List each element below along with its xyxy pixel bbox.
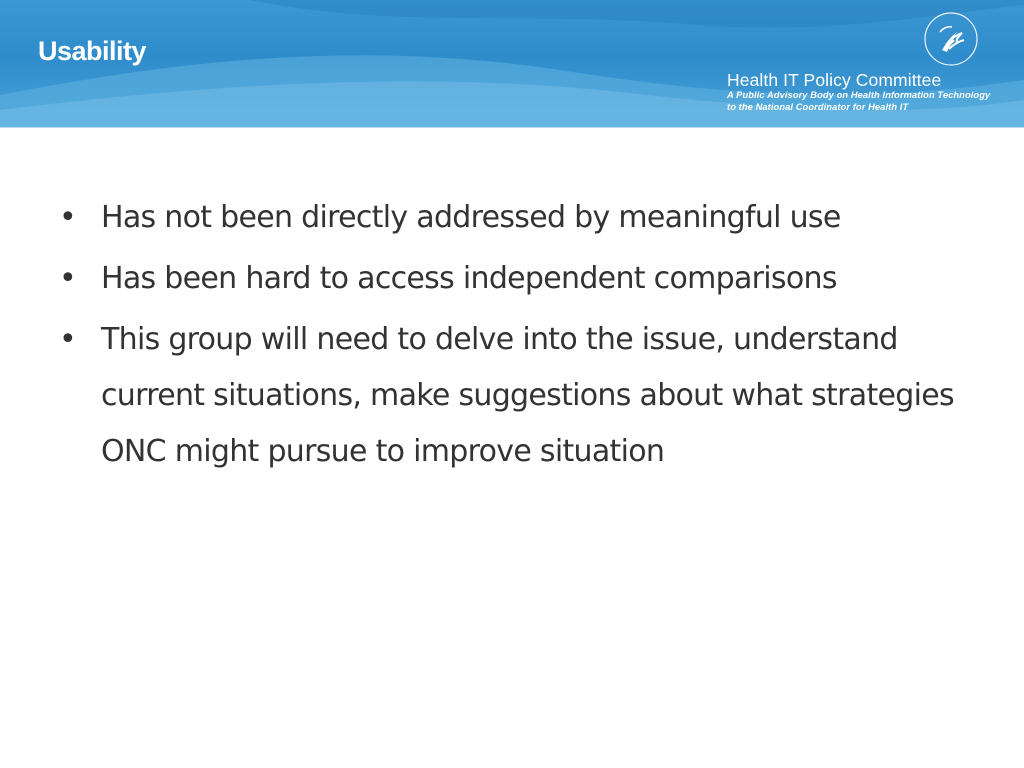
header-banner — [0, 0, 1024, 128]
bullet-dot-icon: • — [59, 322, 76, 357]
organization-name: Health IT Policy Committee — [727, 70, 942, 90]
organization-subtitle-line2: to the National Coordinator for Health IT — [727, 101, 909, 112]
bullet-item — [58, 190, 958, 246]
bullet-text: This group will need to delve into the issue, understand current situations, make suggestions about what strategies ONC might pursue to improve situation — [101, 322, 954, 469]
bullet-text: Has been hard to access independent comparisons — [101, 261, 837, 296]
bullet-dot-icon: • — [59, 200, 76, 235]
organization-block — [727, 70, 990, 113]
bullet-text: Has not been directly addressed by meaningful use — [101, 200, 841, 235]
hhs-eagle-icon — [922, 10, 980, 68]
organization-subtitle-line1: A Public Advisory Body on Health Information Technology — [727, 90, 991, 100]
slide-title: Usability — [38, 36, 147, 66]
bullet-list — [58, 190, 958, 485]
bullet-item — [58, 312, 958, 480]
bullet-dot-icon: • — [59, 261, 76, 296]
bullet-item — [58, 251, 958, 307]
